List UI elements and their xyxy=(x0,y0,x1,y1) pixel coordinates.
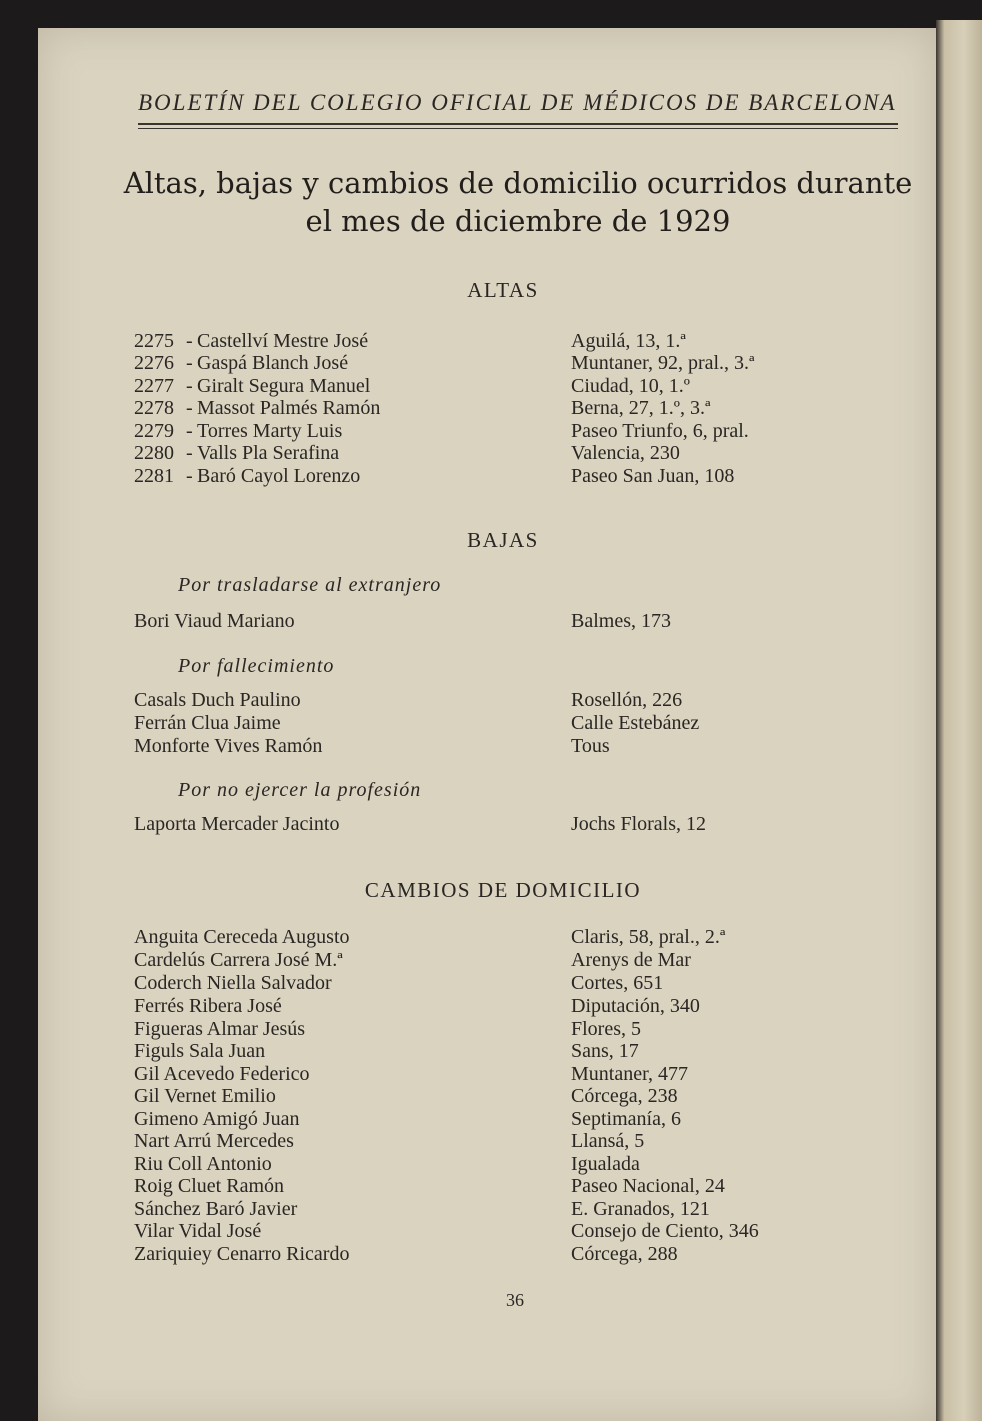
registration-number: 2275 xyxy=(134,330,174,352)
member-name: Valls Pla Serafina xyxy=(197,442,340,464)
cambios-row xyxy=(134,1085,934,1107)
member-address: Valencia, 230 xyxy=(571,442,680,464)
member-address: Flores, 5 xyxy=(571,1018,641,1040)
member-address: Jochs Florals, 12 xyxy=(571,813,706,835)
member-name: Monforte Vives Ramón xyxy=(134,735,323,757)
registration-number: 2280 xyxy=(134,442,174,464)
member-name: Cardelús Carrera José M.ª xyxy=(134,949,343,971)
member-name: Ferrés Ribera José xyxy=(134,995,282,1017)
altas-row: 2275 - Castellví Mestre José Aguilá, 13, 1.ª xyxy=(134,330,686,352)
page-title xyxy=(118,164,918,240)
cambios-row xyxy=(134,1108,934,1130)
cambios-row xyxy=(134,972,934,994)
member-name: Zariquiey Cenarro Ricardo xyxy=(134,1243,350,1265)
member-address: Diputación, 340 xyxy=(571,995,700,1017)
document-page xyxy=(38,28,936,1421)
registration-number: 2278 xyxy=(134,397,174,419)
altas-row: 2280 - Valls Pla Serafina Valencia, 230 xyxy=(134,442,680,464)
member-address: Claris, 58, pral., 2.ª xyxy=(571,926,726,948)
cambios-row xyxy=(134,1220,934,1242)
adjacent-page-edge xyxy=(936,20,982,1421)
bajas-row xyxy=(134,735,934,757)
member-address: Aguilá, 13, 1.ª xyxy=(571,330,686,352)
cambios-row xyxy=(134,1198,934,1220)
member-address: Septimanía, 6 xyxy=(571,1108,681,1130)
registration-number: 2277 xyxy=(134,375,174,397)
running-header: BOLETÍN DEL COLEGIO OFICIAL DE MÉDICOS DE BARCELONA xyxy=(138,90,897,115)
altas-row: 2276 - Gaspá Blanch José Muntaner, 92, pral., 3.ª xyxy=(134,352,755,374)
member-address: Tous xyxy=(571,735,610,757)
member-name: Nart Arrú Mercedes xyxy=(134,1130,294,1152)
cambios-row xyxy=(134,1018,934,1040)
member-address: Paseo Nacional, 24 xyxy=(571,1175,725,1197)
registration-number: 2279 xyxy=(134,420,174,442)
cambios-row xyxy=(134,1243,934,1265)
member-name: Gaspá Blanch José xyxy=(197,352,349,374)
altas-row: 2277 - Giralt Segura Manuel Ciudad, 10, 1.º xyxy=(134,375,690,397)
member-name: Ferrán Clua Jaime xyxy=(134,712,281,734)
member-name: Vilar Vidal José xyxy=(134,1220,262,1242)
altas-row: 2281 - Baró Cayol Lorenzo Paseo San Juan, 108 xyxy=(134,465,735,487)
cambios-row xyxy=(134,1130,934,1152)
member-address: Muntaner, 477 xyxy=(571,1063,688,1085)
altas-row: 2279 - Torres Marty Luis Paseo Triunfo, 6, pral. xyxy=(134,420,749,442)
cambios-row xyxy=(134,926,934,948)
member-address: Cortes, 651 xyxy=(571,972,664,994)
header-rule-thin xyxy=(138,128,898,129)
member-name: Bori Viaud Mariano xyxy=(134,610,295,632)
member-name: Sánchez Baró Javier xyxy=(134,1198,298,1220)
header-rule xyxy=(138,123,898,125)
section-heading-bajas: BAJAS xyxy=(467,528,539,552)
cambios-row xyxy=(134,1063,934,1085)
bajas-row xyxy=(134,610,934,632)
member-name: Figueras Almar Jesús xyxy=(134,1018,306,1040)
member-address: Llansá, 5 xyxy=(571,1130,645,1152)
member-name: Anguita Cereceda Augusto xyxy=(134,926,350,948)
cambios-row xyxy=(134,995,934,1017)
member-address: Córcega, 238 xyxy=(571,1085,678,1107)
bajas-row xyxy=(134,712,934,734)
member-name: Castellví Mestre José xyxy=(197,330,369,352)
registration-number: 2281 xyxy=(134,465,174,487)
member-address: Córcega, 288 xyxy=(571,1243,678,1265)
member-address: Arenys de Mar xyxy=(571,949,691,971)
member-name: Casals Duch Paulino xyxy=(134,689,301,711)
member-address: Igualada xyxy=(571,1153,640,1175)
cambios-row xyxy=(134,949,934,971)
section-heading-cambios: CAMBIOS DE DOMICILIO xyxy=(364,878,642,902)
reason-heading: Por trasladarse al extranjero xyxy=(178,574,442,596)
member-address: Balmes, 173 xyxy=(571,610,671,632)
cambios-row xyxy=(134,1175,934,1197)
member-name: Giralt Segura Manuel xyxy=(197,375,371,397)
member-name: Massot Palmés Ramón xyxy=(197,397,381,419)
member-name: Laporta Mercader Jacinto xyxy=(134,813,340,835)
member-name: Baró Cayol Lorenzo xyxy=(197,465,361,487)
page-number: 36 xyxy=(506,1290,524,1310)
member-name: Roig Cluet Ramón xyxy=(134,1175,284,1197)
member-name: Gil Acevedo Federico xyxy=(134,1063,310,1085)
bajas-row xyxy=(134,813,934,835)
section-heading-altas: ALTAS xyxy=(467,278,539,302)
cambios-row xyxy=(134,1153,934,1175)
member-address: Paseo San Juan, 108 xyxy=(571,465,735,487)
cambios-row xyxy=(134,1040,934,1062)
bajas-row xyxy=(134,689,934,711)
member-address: Consejo de Ciento, 346 xyxy=(571,1220,759,1242)
member-address: Ciudad, 10, 1.º xyxy=(571,375,690,397)
member-address: Calle Estebánez xyxy=(571,712,700,734)
member-name: Torres Marty Luis xyxy=(197,420,343,442)
member-name: Riu Coll Antonio xyxy=(134,1153,272,1175)
title-line-2: el mes de diciembre de 1929 xyxy=(305,204,731,238)
member-address: Berna, 27, 1.º, 3.ª xyxy=(571,397,711,419)
member-name: Coderch Niella Salvador xyxy=(134,972,332,994)
member-address: Rosellón, 226 xyxy=(571,689,683,711)
reason-heading: Por fallecimiento xyxy=(178,655,335,677)
member-name: Figuls Sala Juan xyxy=(134,1040,266,1062)
member-address: Sans, 17 xyxy=(571,1040,639,1062)
registration-number: 2276 xyxy=(134,352,174,374)
member-address: Paseo Triunfo, 6, pral. xyxy=(571,420,749,442)
member-address: E. Granados, 121 xyxy=(571,1198,710,1220)
title-line-1: Altas, bajas y cambios de domicilio ocurridos durante xyxy=(123,166,913,200)
member-address: Muntaner, 92, pral., 3.ª xyxy=(571,352,755,374)
member-name: Gil Vernet Emilio xyxy=(134,1085,276,1107)
altas-row: 2278 - Massot Palmés Ramón Berna, 27, 1.º, 3.ª xyxy=(134,397,711,419)
reason-heading: Por no ejercer la profesión xyxy=(178,779,422,801)
member-name: Gimeno Amigó Juan xyxy=(134,1108,300,1130)
